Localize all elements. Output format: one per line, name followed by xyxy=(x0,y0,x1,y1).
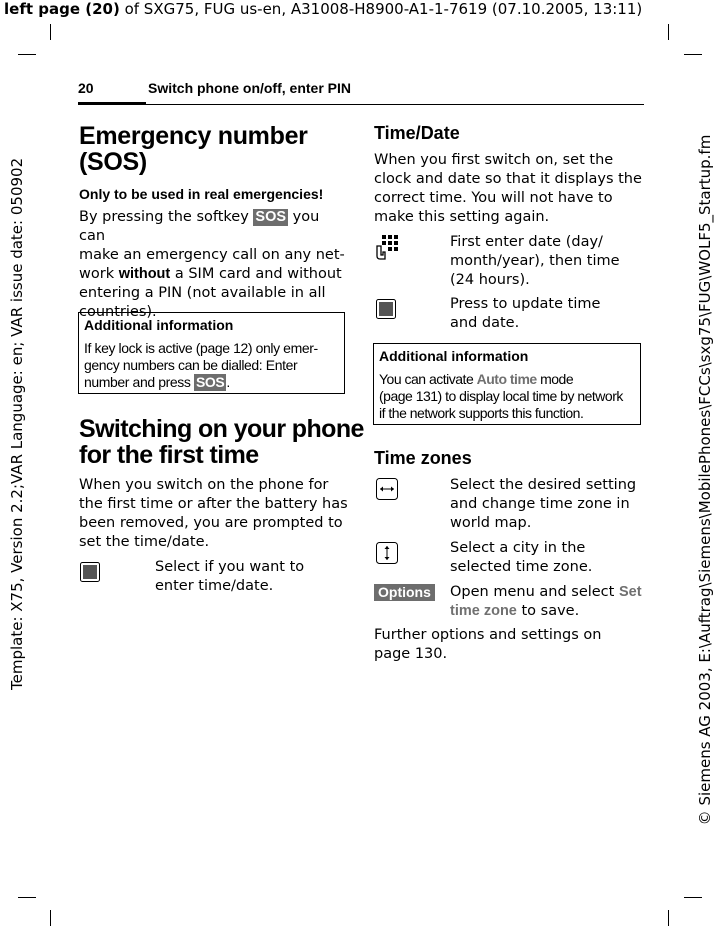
time-date-paragraph xyxy=(374,151,644,227)
emergency-heading xyxy=(79,123,308,175)
time-zones-heading: Time zones xyxy=(374,448,472,468)
print-info-page: left page (20) xyxy=(4,0,120,18)
softkey-icon xyxy=(376,299,396,319)
step-text: Press to update time xyxy=(450,296,601,312)
step-text: enter time/date. xyxy=(155,578,274,594)
crop-mark xyxy=(668,24,669,40)
info-box-line: number and press xyxy=(84,374,191,390)
step-text: Select if you want to xyxy=(155,559,305,575)
emergency-text: work xyxy=(79,266,115,282)
info-box-line: if the network supports this function. xyxy=(379,405,584,421)
crop-mark xyxy=(18,54,36,55)
info-box-line: mode xyxy=(540,371,574,387)
first-time-step xyxy=(155,558,304,596)
crop-mark xyxy=(668,910,669,926)
step-text: (24 hours). xyxy=(450,272,530,288)
time-zones-step2 xyxy=(450,539,592,577)
info-box-title: Additional information xyxy=(379,348,529,364)
emergency-text: countries). xyxy=(79,304,157,320)
time-date-text: When you first switch on, set the xyxy=(374,152,614,168)
step-text: world map. xyxy=(450,515,532,531)
emergency-heading-line1: Emergency number xyxy=(79,122,308,150)
first-time-heading-line2: for the first time xyxy=(79,441,259,469)
crop-mark xyxy=(684,54,702,55)
first-time-heading xyxy=(79,416,364,468)
print-info-details: of SXG75, FUG us-en, A31008-H8900-A1-1-7619 (07.10.2005, 13:11) xyxy=(119,0,643,18)
time-info-box xyxy=(373,343,641,425)
crop-mark xyxy=(18,897,36,898)
info-box-line: (page 131) to display local time by network xyxy=(379,388,623,404)
info-box-text xyxy=(84,340,342,391)
menu-item-time-zone: time zone xyxy=(450,603,517,619)
crop-mark xyxy=(684,897,702,898)
chapter-title: Switch phone on/off, enter PIN xyxy=(148,80,351,96)
first-time-paragraph xyxy=(79,476,349,552)
emergency-text: you can xyxy=(79,209,320,244)
time-date-heading: Time/Date xyxy=(374,123,460,143)
step-text: Select the desired setting xyxy=(450,477,637,493)
options-softkey: Options xyxy=(374,584,435,601)
first-time-text: set the time/date. xyxy=(79,534,210,550)
time-zones-step1 xyxy=(450,476,636,533)
time-date-text: make this setting again. xyxy=(374,209,550,225)
info-box-line: You can activate xyxy=(379,371,474,387)
emergency-heading-line2: (SOS) xyxy=(79,148,147,176)
first-time-text: been removed, you are prompted to xyxy=(79,515,343,531)
info-box-text xyxy=(379,371,641,422)
nav-left-right-icon xyxy=(376,478,398,500)
emergency-text: entering a PIN (not available in all xyxy=(79,285,326,301)
time-date-text: correct time. You will not have to xyxy=(374,190,613,206)
info-box-title: Additional information xyxy=(84,317,234,333)
step-text: Select a city in the xyxy=(450,540,586,556)
emergency-text: a SIM card and without xyxy=(174,266,342,282)
first-time-text: the first time or after the battery has xyxy=(79,496,348,512)
keypad-icon xyxy=(374,234,402,260)
step-text: First enter date (day/ xyxy=(450,234,603,250)
auto-time-label: Auto time xyxy=(476,371,537,387)
footer-text: page 130. xyxy=(374,646,448,662)
header-rule xyxy=(146,104,644,105)
menu-item-set: Set xyxy=(618,584,642,600)
page-number: 20 xyxy=(78,80,94,96)
time-date-text: clock and date so that it displays the xyxy=(374,171,642,187)
step-text: month/year), then time xyxy=(450,253,620,269)
sos-softkey: SOS xyxy=(195,374,225,390)
step-text: Open menu and select xyxy=(450,584,615,600)
softkey-icon xyxy=(80,562,100,582)
crop-mark xyxy=(50,24,51,40)
step-text: to save. xyxy=(521,603,580,619)
nav-up-down-icon xyxy=(376,542,398,564)
emergency-warning: Only to be used in real emergencies! xyxy=(79,186,324,202)
template-info: Template: X75, Version 2.2;VAR Language: en; VAR issue date: 050902 xyxy=(8,157,26,690)
first-time-text: When you switch on the phone for xyxy=(79,477,329,493)
time-date-step1 xyxy=(450,233,620,290)
time-zones-footer xyxy=(374,626,601,664)
step-text: selected time zone. xyxy=(450,559,593,575)
step-text: and change time zone in xyxy=(450,496,630,512)
crop-mark xyxy=(50,910,51,926)
info-box-line: If key lock is active (page 12) only emer- xyxy=(84,340,318,356)
emergency-info-box xyxy=(78,312,345,394)
time-zones-step3 xyxy=(450,583,642,621)
sos-softkey: SOS xyxy=(255,209,287,225)
emergency-paragraph xyxy=(79,208,349,322)
print-info-line xyxy=(4,0,642,18)
emergency-text: By pressing the softkey xyxy=(79,209,249,225)
first-time-heading-line1: Switching on your phone xyxy=(79,415,364,443)
emergency-text-bold: without xyxy=(118,266,171,282)
header-rule-thick xyxy=(78,102,146,105)
footer-text: Further options and settings on xyxy=(374,627,602,643)
step-text: and date. xyxy=(450,315,520,331)
emergency-text: make an emergency call on any net- xyxy=(79,247,345,263)
info-box-period: . xyxy=(226,374,230,390)
info-box-line: gency numbers can be dialled: Enter xyxy=(84,357,298,373)
copyright-path: © Siemens AG 2003, E:\Auftrag\Siemens\MobilePhones\FCCs\sxg75\FUG\WOLF5_Startup.fm xyxy=(696,134,714,826)
time-date-step2 xyxy=(450,295,600,333)
